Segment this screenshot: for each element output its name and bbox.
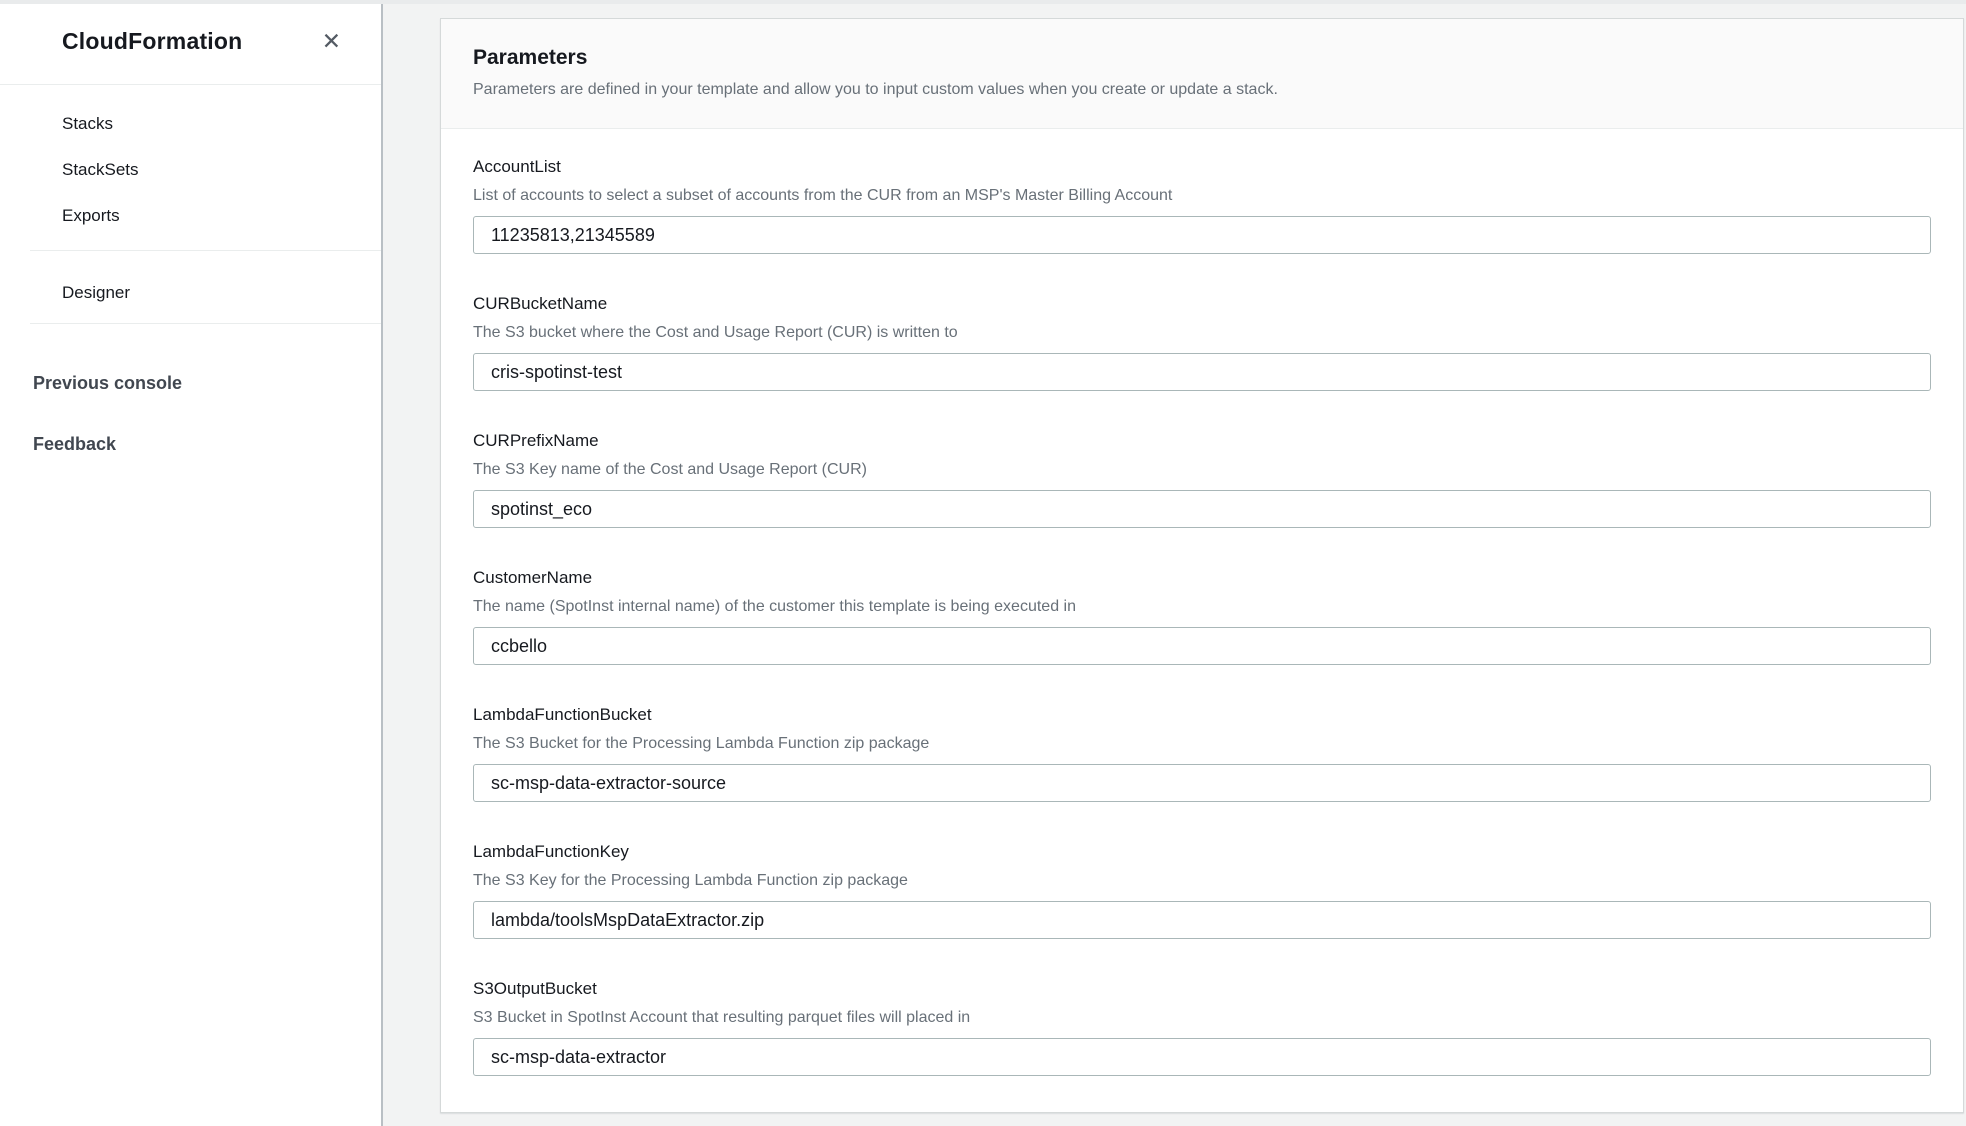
panel-title: Parameters bbox=[473, 46, 588, 69]
close-icon[interactable]: ✕ bbox=[321, 28, 341, 54]
field-label: CURPrefixName bbox=[473, 431, 599, 450]
main-content bbox=[383, 0, 1966, 1126]
lambdafunctionkey-input[interactable] bbox=[473, 901, 1931, 939]
form-field-curbucketname bbox=[473, 294, 1931, 391]
field-description: The S3 bucket where the Cost and Usage Report (CUR) is written to bbox=[473, 324, 958, 341]
s3outputbucket-input[interactable] bbox=[473, 1038, 1931, 1076]
field-description: S3 Bucket in SpotInst Account that resulting parquet files will placed in bbox=[473, 1009, 971, 1026]
parameters-panel-header bbox=[441, 19, 1963, 129]
field-description: The S3 Key for the Processing Lambda Function zip package bbox=[473, 872, 908, 889]
form-field-curprefixname bbox=[473, 431, 1931, 528]
sidebar-link-previous-console[interactable]: Previous console bbox=[33, 373, 183, 393]
sidebar-item-exports[interactable]: Exports bbox=[62, 206, 120, 225]
form-field-accountlist bbox=[473, 157, 1931, 254]
panel-description: Parameters are defined in your template and allow you to input custom values when you create or update a stack. bbox=[473, 81, 1278, 98]
lambdafunctionbucket-input[interactable] bbox=[473, 764, 1931, 802]
field-description: List of accounts to select a subset of accounts from the CUR from an MSP's Master Billing Account bbox=[473, 187, 1173, 204]
sidebar-item-stacksets[interactable]: StackSets bbox=[62, 160, 139, 179]
field-label: LambdaFunctionBucket bbox=[473, 705, 652, 724]
sidebar-divider bbox=[30, 323, 381, 324]
field-description: The S3 Key name of the Cost and Usage Report (CUR) bbox=[473, 461, 867, 478]
curprefixname-input[interactable] bbox=[473, 490, 1931, 528]
form-field-lambdafunctionbucket bbox=[473, 705, 1931, 802]
parameters-form bbox=[441, 129, 1963, 1112]
accountlist-input[interactable] bbox=[473, 216, 1931, 254]
app-title-cloudformation[interactable]: CloudFormation bbox=[62, 28, 243, 54]
sidebar-divider bbox=[30, 250, 381, 251]
field-label: AccountList bbox=[473, 157, 561, 176]
parameters-panel bbox=[440, 18, 1964, 1113]
field-label: S3OutputBucket bbox=[473, 979, 597, 998]
form-field-lambdafunctionkey bbox=[473, 842, 1931, 939]
customername-input[interactable] bbox=[473, 627, 1931, 665]
field-description: The name (SpotInst internal name) of the customer this template is being executed in bbox=[473, 598, 1076, 615]
form-field-s3outputbucket bbox=[473, 979, 1931, 1076]
form-field-customername bbox=[473, 568, 1931, 665]
sidebar-item-designer[interactable]: Designer bbox=[62, 283, 131, 302]
top-edge-divider bbox=[0, 0, 1966, 4]
sidebar bbox=[0, 0, 383, 1126]
field-description: The S3 Bucket for the Processing Lambda Function zip package bbox=[473, 735, 930, 752]
sidebar-item-stacks[interactable]: Stacks bbox=[62, 114, 114, 133]
field-label: CustomerName bbox=[473, 568, 593, 587]
curbucketname-input[interactable] bbox=[473, 353, 1931, 391]
field-label: CURBucketName bbox=[473, 294, 608, 313]
sidebar-link-feedback[interactable]: Feedback bbox=[33, 434, 117, 454]
sidebar-header bbox=[0, 0, 381, 85]
sidebar-nav bbox=[0, 85, 381, 225]
field-label: LambdaFunctionKey bbox=[473, 842, 629, 861]
